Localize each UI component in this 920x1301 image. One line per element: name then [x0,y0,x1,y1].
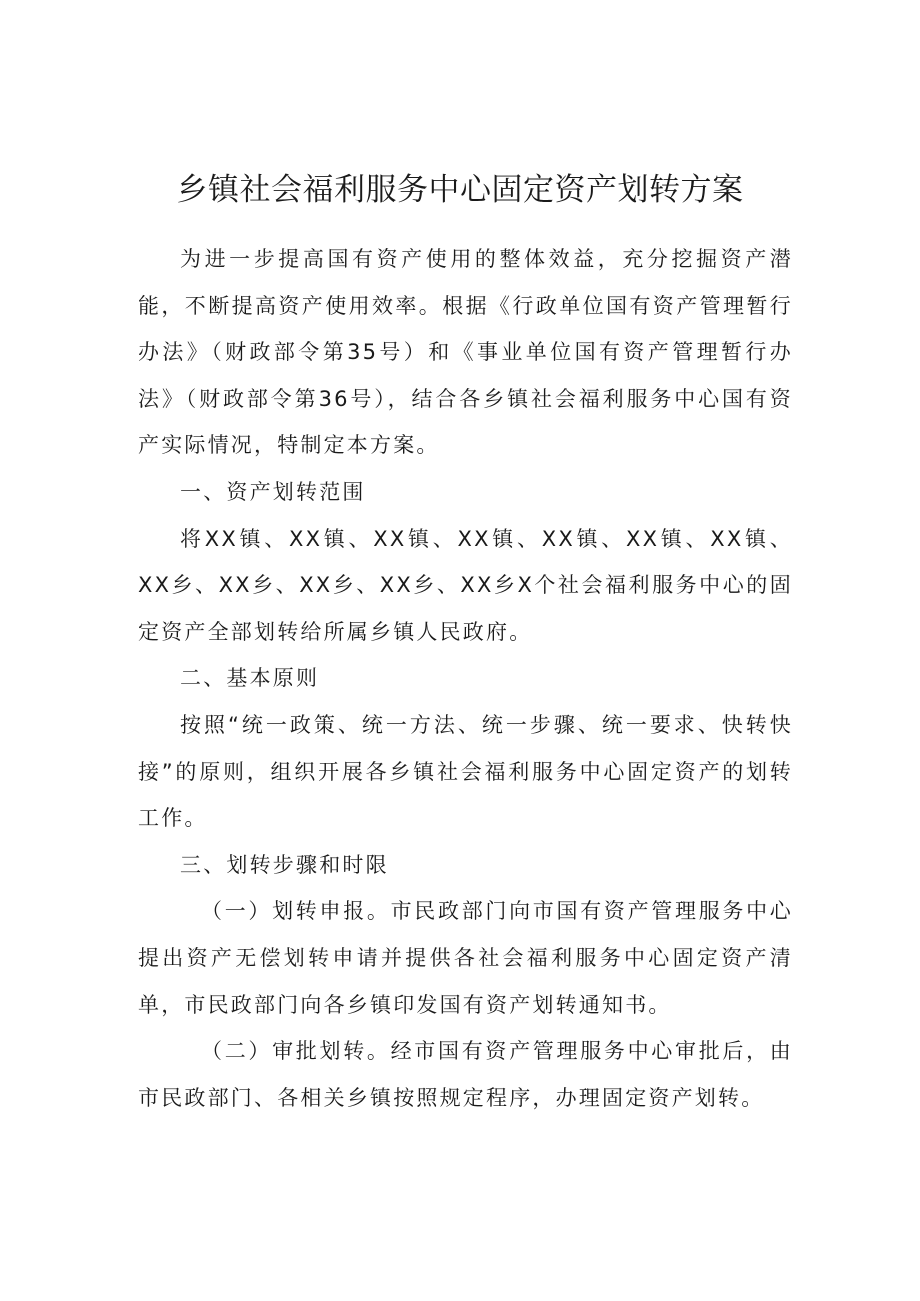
intro-paragraph: 为进一步提高国有资产使用的整体效益，充分挖掘资产潜能，不断提高资产使用效率。根据《行政单位国有资产管理暂行办法》（财政部令第35号）和《事业单位国有资产管理暂行办法》（财政部令第36号），结合各乡镇社会福利服务中心国有资产实际情况，特制定本方案。 [138,247,793,458]
section-heading-principles: 二、基本原则 [180,666,320,691]
document-title: 乡镇社会福利服务中心固定资产划转方案 [176,172,744,208]
step-two-paragraph: （二）审批划转。经市国有资产管理服务中心审批后，由市民政部门、各相关乡镇按照规定程序，办理固定资产划转。 [138,1039,793,1110]
section-heading-scope: 一、资产划转范围 [180,479,366,504]
section-heading-steps: 三、划转步骤和时限 [180,852,389,877]
step-one-paragraph: （一）划转申报。市民政部门向市国有资产管理服务中心提出资产无偿划转申请并提供各社会福利服务中心固定资产清单，市民政部门向各乡镇印发国有资产划转通知书。 [138,899,793,1017]
scope-paragraph: 将XX镇、XX镇、XX镇、XX镇、XX镇、XX镇、XX镇、XX乡、XX乡、XX乡、XX乡、XX乡X个社会福利服务中心的固定资产全部划转给所属乡镇人民政府。 [138,526,793,644]
principles-paragraph: 按照“统一政策、统一方法、统一步骤、统一要求、快转快接”的原则，组织开展各乡镇社会福利服务中心固定资产的划转工作。 [138,712,793,831]
document-body [138,236,793,1121]
